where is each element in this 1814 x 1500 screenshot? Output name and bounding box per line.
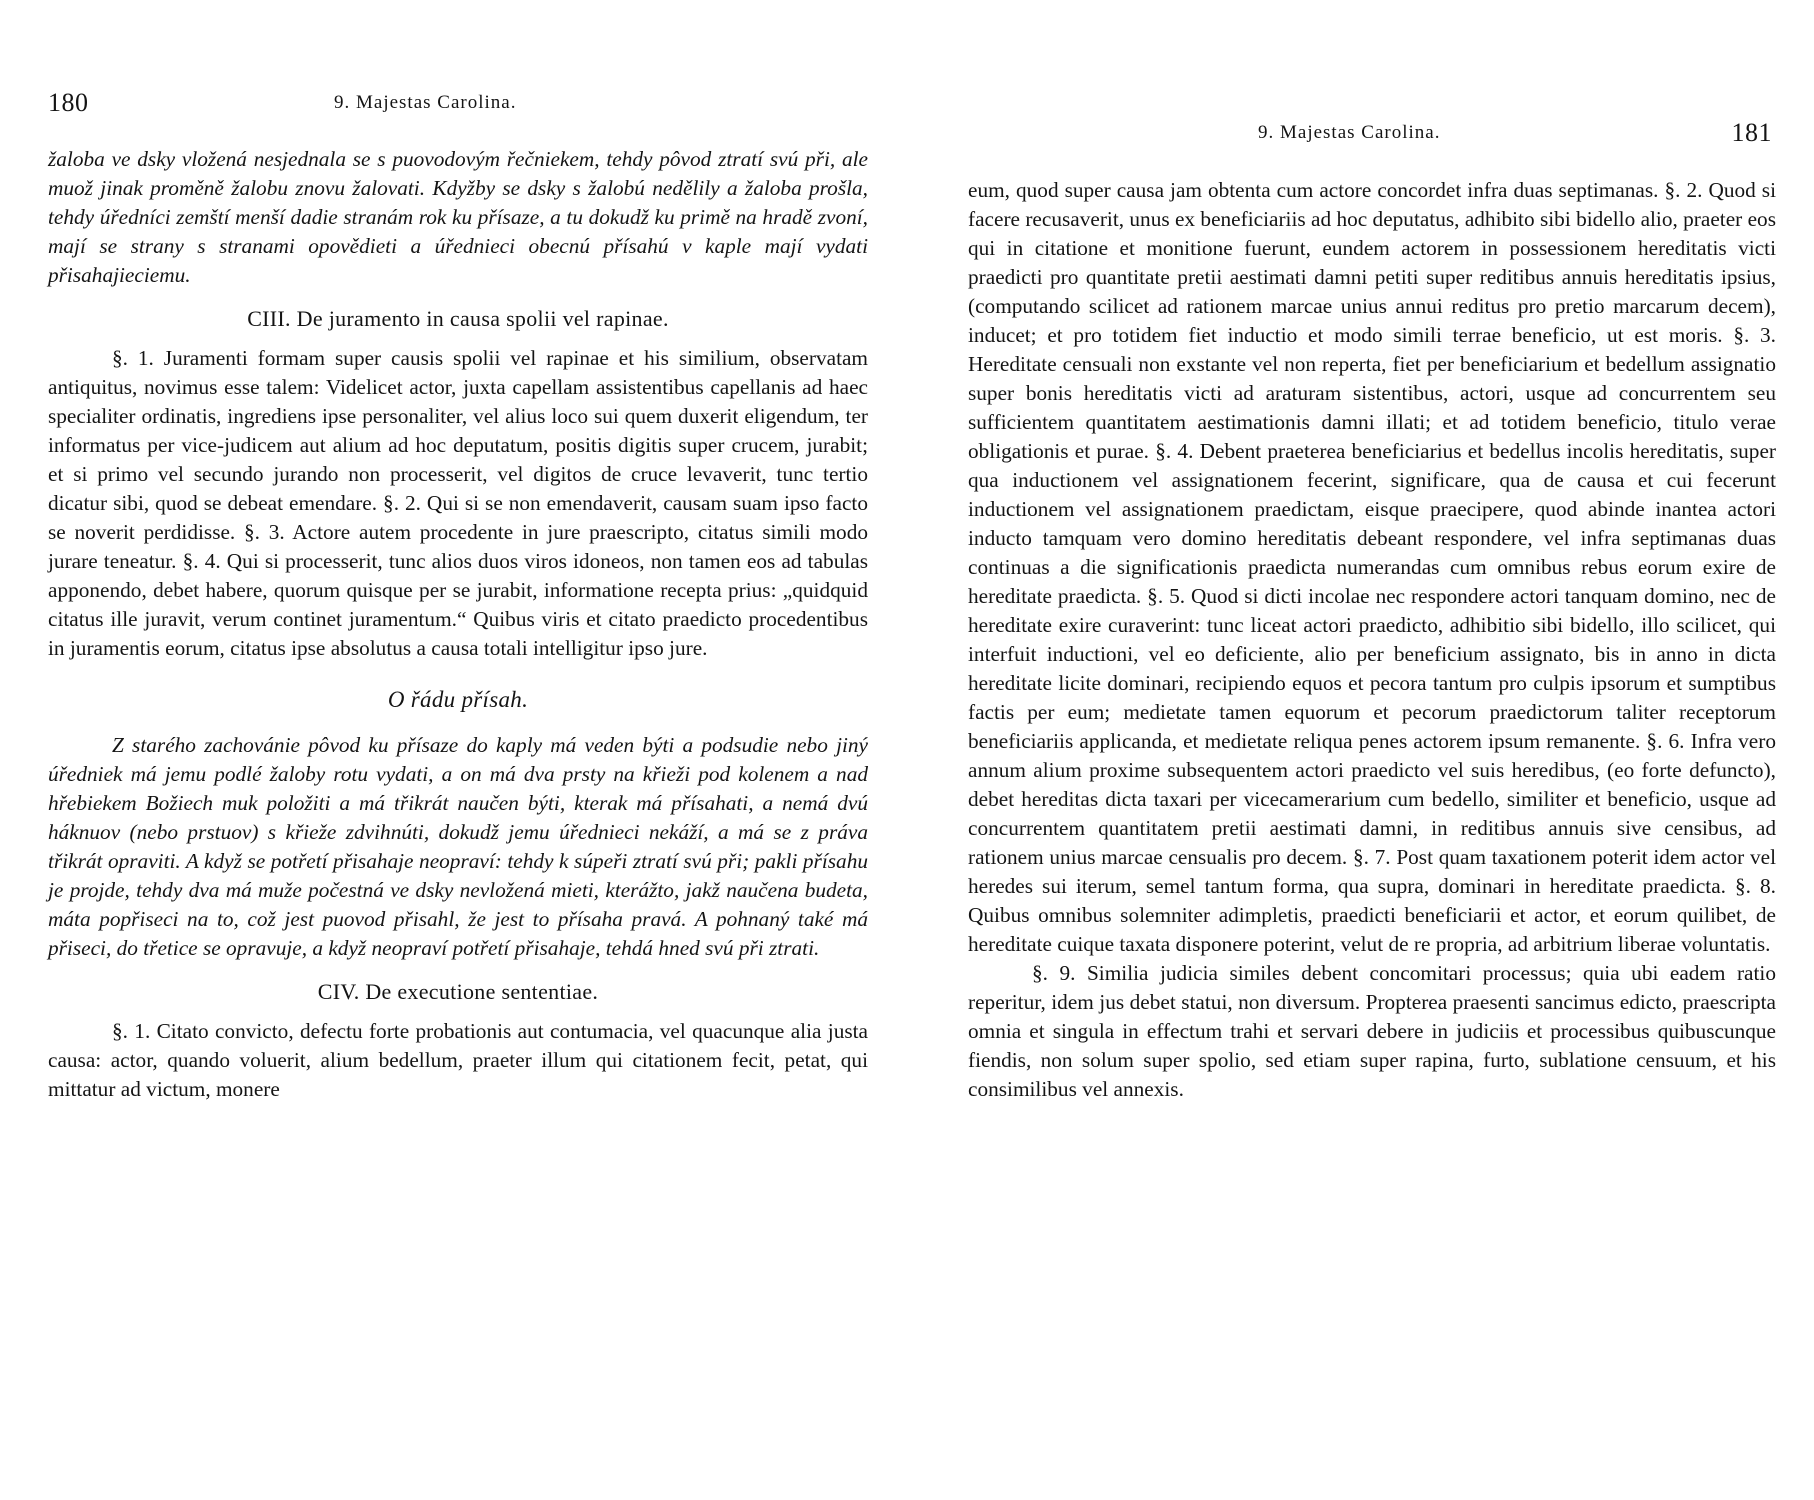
latin-paragraph-ciii: §. 1. Juramenti formam super causis spolii vel rapinae et his similium, observatam antiquitus, novimus esse talem: Videlicet actor, juxta capellam assistentibus capellanis ad haec specialiter ordinatis, ingrediens ipse personaliter, vel alius loco sui quem duxerit eligendum, ter informatus per vice-judicem aut alium ad hoc deputatum, positis digitis super crucem, jurabit; et si primo vel secundo jurando non processerit, vel digitos de cruce levaverit, tunc tertio dicatur sibi, quod se debeat emendare. §. 2. Qui si se non emendaverit, causam suam ipso facto se noverit perdidisse. §. 3. Actore autem procedente in jure praescripto, citatus simili modo jurare teneatur. §. 4. Qui si processerit, tunc alios duos viros idoneos, non tamen eos ad tabulas apponendo, debet habere, quorum quisque per se jurabit, informatione recepta prius: „quidquid citatus ille juravit, verum continet juramentum.“ Quibus viris et citato praedicto procedentibus in juramentis eorum, citatus ipse absolutus a causa totali intelligitur ipso jure.: [48, 346, 868, 660]
section-title-ciii: CIII. De juramento in causa spolii vel rapinae.: [247, 306, 669, 331]
running-head-title-right: 9. Majestas Carolina.: [1258, 122, 1441, 143]
right-page-body: [968, 176, 1776, 1104]
latin-paragraph-civ: §. 1. Citato convicto, defectu forte probationis aut contumacia, vel quacunque alia justa causa: actor, quando voluerit, alium bedellum, praeter illum qui citationem fecit, petat, qui mittatur ad victum, monere: [48, 1019, 868, 1101]
latin-paragraph-continuation: eum, quod super causa jam obtenta cum actore concordet infra duas septimanas. §. 2. Quod si facere recusaverit, unus ex beneficiariis ad hoc deputatus, adhibito sibi bidello alio, praeter eos qui in citatione et monitione fuerunt, eundem actorem in possessionem hereditatis victi praedicti pro quantitate pretii aestimati damni petiti super reditibus annuis hereditatis ipsius, (computando scilicet ad rationem marcae unius annui reditus pro pretio marcarum decem), inducet; et pro totidem fiet inductio et modo simili terrae beneficio, ut est moris. §. 3. Hereditate censuali non exstante vel non reperta, fiet per beneficiarium et bedellum assignatio super bonis hereditatis victi ad araturam sistentibus, actori, usque ad concurrentem seu sufficientem quantitatem aestimationis damni illati; et ad totidem beneficio, titulo verae obligationis et purae. §. 4. Debent praeterea beneficiarius et bedellus incolis hereditatis, super qua inductionem vel assignationem fecerint, significare, qua de causa et cui fecerunt inductionem vel assignationem praedictam, eisque praecipere, quod abinde inantea actori inducto tamquam vero domino hereditatis debeant respondere, vel infra septimanas duas continuas a die significationis praedicta numerandas cum omnibus rebus eorum exire de hereditate praedicta. §. 5. Quod si dicti incolae nec respondere actori tanquam domino, nec de hereditate exire curaverint: tunc liceat actori praedicto, adhibitio sibi bidello, illo scilicet, qui interfuit inductioni, vel eo deficiente, alio per beneficium assignato, bis in anno in dicta hereditate licite dominari, recipiendo equos et pecora tantum pro culpis ipsorum et sumptibus factis per eum; medietate tamen equorum et pecorum praedictorum taliter receptorum beneficiariis applicanda, et medietate reliqua penes actorem ipsum remanente. §. 6. Infra vero annum alium proxime subsequentem actori praedicto vel suis heredibus, (eo forte defuncto), debet hereditas dicta taxari per vicecamerarium cum bedello, similiter et beneficio, usque ad concurrentem quantitatem pretii aestimati damni, in reditibus annuis sive censibus, ad rationem unius marcae censualis pro decem. §. 7. Post quam taxationem poterit idem actor vel heredes sui iterum, semel tantum forma, qua supra, dominari in hereditate praedicta. §. 8. Quibus omnibus solemniter adimpletis, praedicti beneficiarii et actor, et eorum quilibet, de hereditate cuique taxata disponere poterint, velut de re propria, ad arbitrium liberae voluntatis.: [968, 178, 1776, 956]
section-title-civ: CIV. De executione sententiae.: [317, 979, 599, 1004]
running-head-right: [968, 118, 1776, 158]
latin-paragraph-section-9: §. 9. Similia judicia similes debent concomitari processus; quia ubi eadem ratio reperitur, idem jus debet statui, non diversum. Propterea praesenti sancimus edicto, praescripta omnia et singula in effectum trahi et servari debere in judiciis et processibus quibuscunque fiendis, non solum super spolio, sed etiam super rapina, furto, sublatione censuum, et his consimilibus vel annexis.: [968, 961, 1776, 1101]
czech-paragraph-continuation: žaloba ve dsky vložená nesjednala se s puovodovým řečniekem, tehdy pôvod ztratí svú při, ale muož jinak proměně žalobu znovu žalovati. Kdyžby se dsky s žalobú nedělily a žaloba prošla, tehdy úředníci zemští menší dadie stranám rok ku přísaze, a tu dokudž ku primě na hradě zvoní, mají se strany s stranami opovědieti a úřednieci obecnú přísahú v kaple mají vydati přisahajieciemu.: [48, 147, 868, 287]
running-head-left: [48, 88, 868, 128]
page-number-left: 180: [48, 88, 89, 117]
czech-paragraph-oath-order: Z starého zachovánie pôvod ku přísaze do kaply má veden býti a podsudie nebo jiný úředniek má jemu podlé žaloby rotu vydati, a on má dva prsty na křieži pod kolenem a nad hřebiekem Božiech muk položiti a má třikrát naučen býti, kterak má přísahati, a nemá dvú háknuov (nebo prstuov) s křieže zdvihnúti, dokudž jemu úřednieci nekáží, a má se z práva třikrát opraviti. A když se potřetí přisahaje neopraví: tehdy k súpeři ztratí svú při; pakli přísahu je projde, tehdy dva má muže počestná ve dsky nevložená mieti, kterážto, jakž naučena budeta, máta popřiseci na to, což jest puovod přisahl, že jest to přísaha pravá. A pohnaný také má přiseci, do třetice se opravuje, a když neopraví potřetí přisahaje, tehdá hned svú při ztrati.: [48, 733, 868, 960]
page-number-right: 181: [1731, 118, 1772, 147]
section-title-czech: O řádu přísah.: [387, 687, 529, 712]
running-head-title-left: 9. Majestas Carolina.: [334, 92, 517, 113]
left-page-body: [48, 145, 868, 1104]
